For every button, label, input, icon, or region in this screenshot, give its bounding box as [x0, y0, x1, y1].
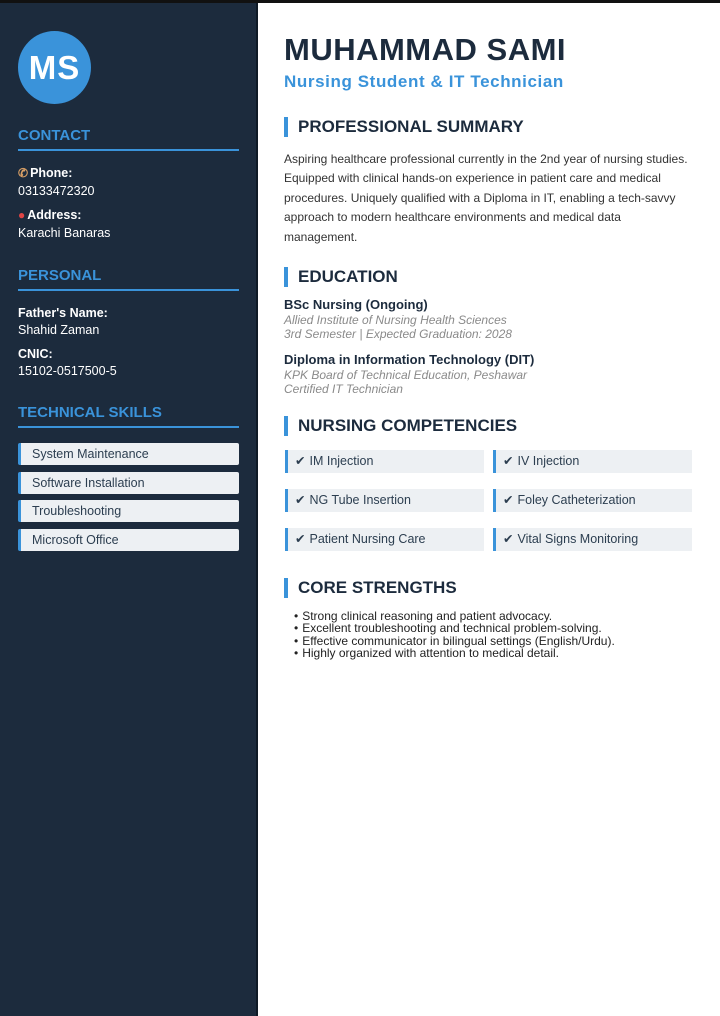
cnic-value: 15102-0517500-5: [18, 364, 117, 378]
core-strengths-heading: CORE STRENGTHS: [284, 578, 457, 598]
skill-microsoft-office: Microsoft Office: [18, 529, 239, 551]
competency-item: [285, 450, 484, 473]
address-value: Karachi Banaras: [18, 226, 111, 240]
summary-text: Aspiring healthcare professional currently in the 2nd year of nursing studies. Equipped with clinical hands-on experience in patient care and medical procedures. Uniquely qualified with a Diploma in IT, enabling a tech-savvy approach to modern healthcare environments and medical data management.: [284, 152, 688, 244]
checkmark-icon: ✔: [503, 532, 514, 546]
education-institution-1: Allied Institute of Nursing Health Sciences: [284, 313, 507, 327]
contact-heading: CONTACT: [18, 127, 239, 151]
strengths-list: [294, 610, 615, 659]
summary-heading: PROFESSIONAL SUMMARY: [284, 117, 524, 137]
cnic-label: CNIC:: [18, 347, 53, 361]
competency-item: [493, 450, 692, 473]
skill-system-maintenance: System Maintenance: [18, 443, 239, 465]
competency-label: IV Injection: [517, 454, 580, 468]
education-heading: EDUCATION: [284, 267, 398, 287]
skill-troubleshooting: Troubleshooting: [18, 500, 239, 522]
competency-item: [493, 528, 692, 551]
sidebar-edge: [256, 3, 258, 1016]
candidate-name: MUHAMMAD SAMI: [284, 32, 567, 67]
father-name-value: Shahid Zaman: [18, 323, 100, 337]
personal-heading: PERSONAL: [18, 267, 239, 291]
competency-label: Vital Signs Monitoring: [517, 532, 639, 546]
checkmark-icon: ✔: [503, 493, 514, 507]
checkmark-icon: ✔: [295, 454, 306, 468]
list-item: • Effective communicator in bilingual settings (English/Urdu).: [294, 635, 615, 647]
address-label: [18, 208, 81, 222]
education-degree-1: BSc Nursing (Ongoing): [284, 297, 428, 312]
education-degree-2: Diploma in Information Technology (DIT): [284, 352, 535, 367]
candidate-title: Nursing Student & IT Technician: [284, 72, 564, 91]
competency-item: [285, 528, 484, 551]
father-name-label: Father's Name:: [18, 306, 108, 320]
education-detail-1: 3rd Semester | Expected Graduation: 2028: [284, 327, 512, 341]
list-item: • Strong clinical reasoning and patient advocacy.: [294, 610, 615, 622]
competencies-heading: NURSING COMPETENCIES: [284, 416, 517, 436]
phone-icon: ✆: [18, 166, 29, 180]
education-detail-2: Certified IT Technician: [284, 382, 403, 396]
address-label-text: Address:: [27, 208, 82, 222]
location-pin-icon: ●: [18, 208, 26, 222]
competency-item: [493, 489, 692, 512]
competency-label: Patient Nursing Care: [309, 532, 426, 546]
phone-value: 03133472320: [18, 184, 95, 198]
list-item: • Excellent troubleshooting and technical problem-solving.: [294, 622, 615, 634]
checkmark-icon: ✔: [503, 454, 514, 468]
competency-label: NG Tube Insertion: [309, 493, 411, 507]
checkmark-icon: ✔: [295, 532, 306, 546]
list-item: • Highly organized with attention to medical detail.: [294, 647, 615, 659]
phone-label: [18, 166, 72, 180]
competency-label: IM Injection: [309, 454, 374, 468]
skill-software-installation: Software Installation: [18, 472, 239, 494]
avatar-initials: MS: [18, 31, 91, 104]
competency-label: Foley Catheterization: [517, 493, 636, 507]
technical-skills-heading: TECHNICAL SKILLS: [18, 404, 239, 428]
checkmark-icon: ✔: [295, 493, 306, 507]
phone-label-text: Phone:: [30, 166, 73, 180]
education-institution-2: KPK Board of Technical Education, Peshawar: [284, 368, 528, 382]
competency-item: [285, 489, 484, 512]
